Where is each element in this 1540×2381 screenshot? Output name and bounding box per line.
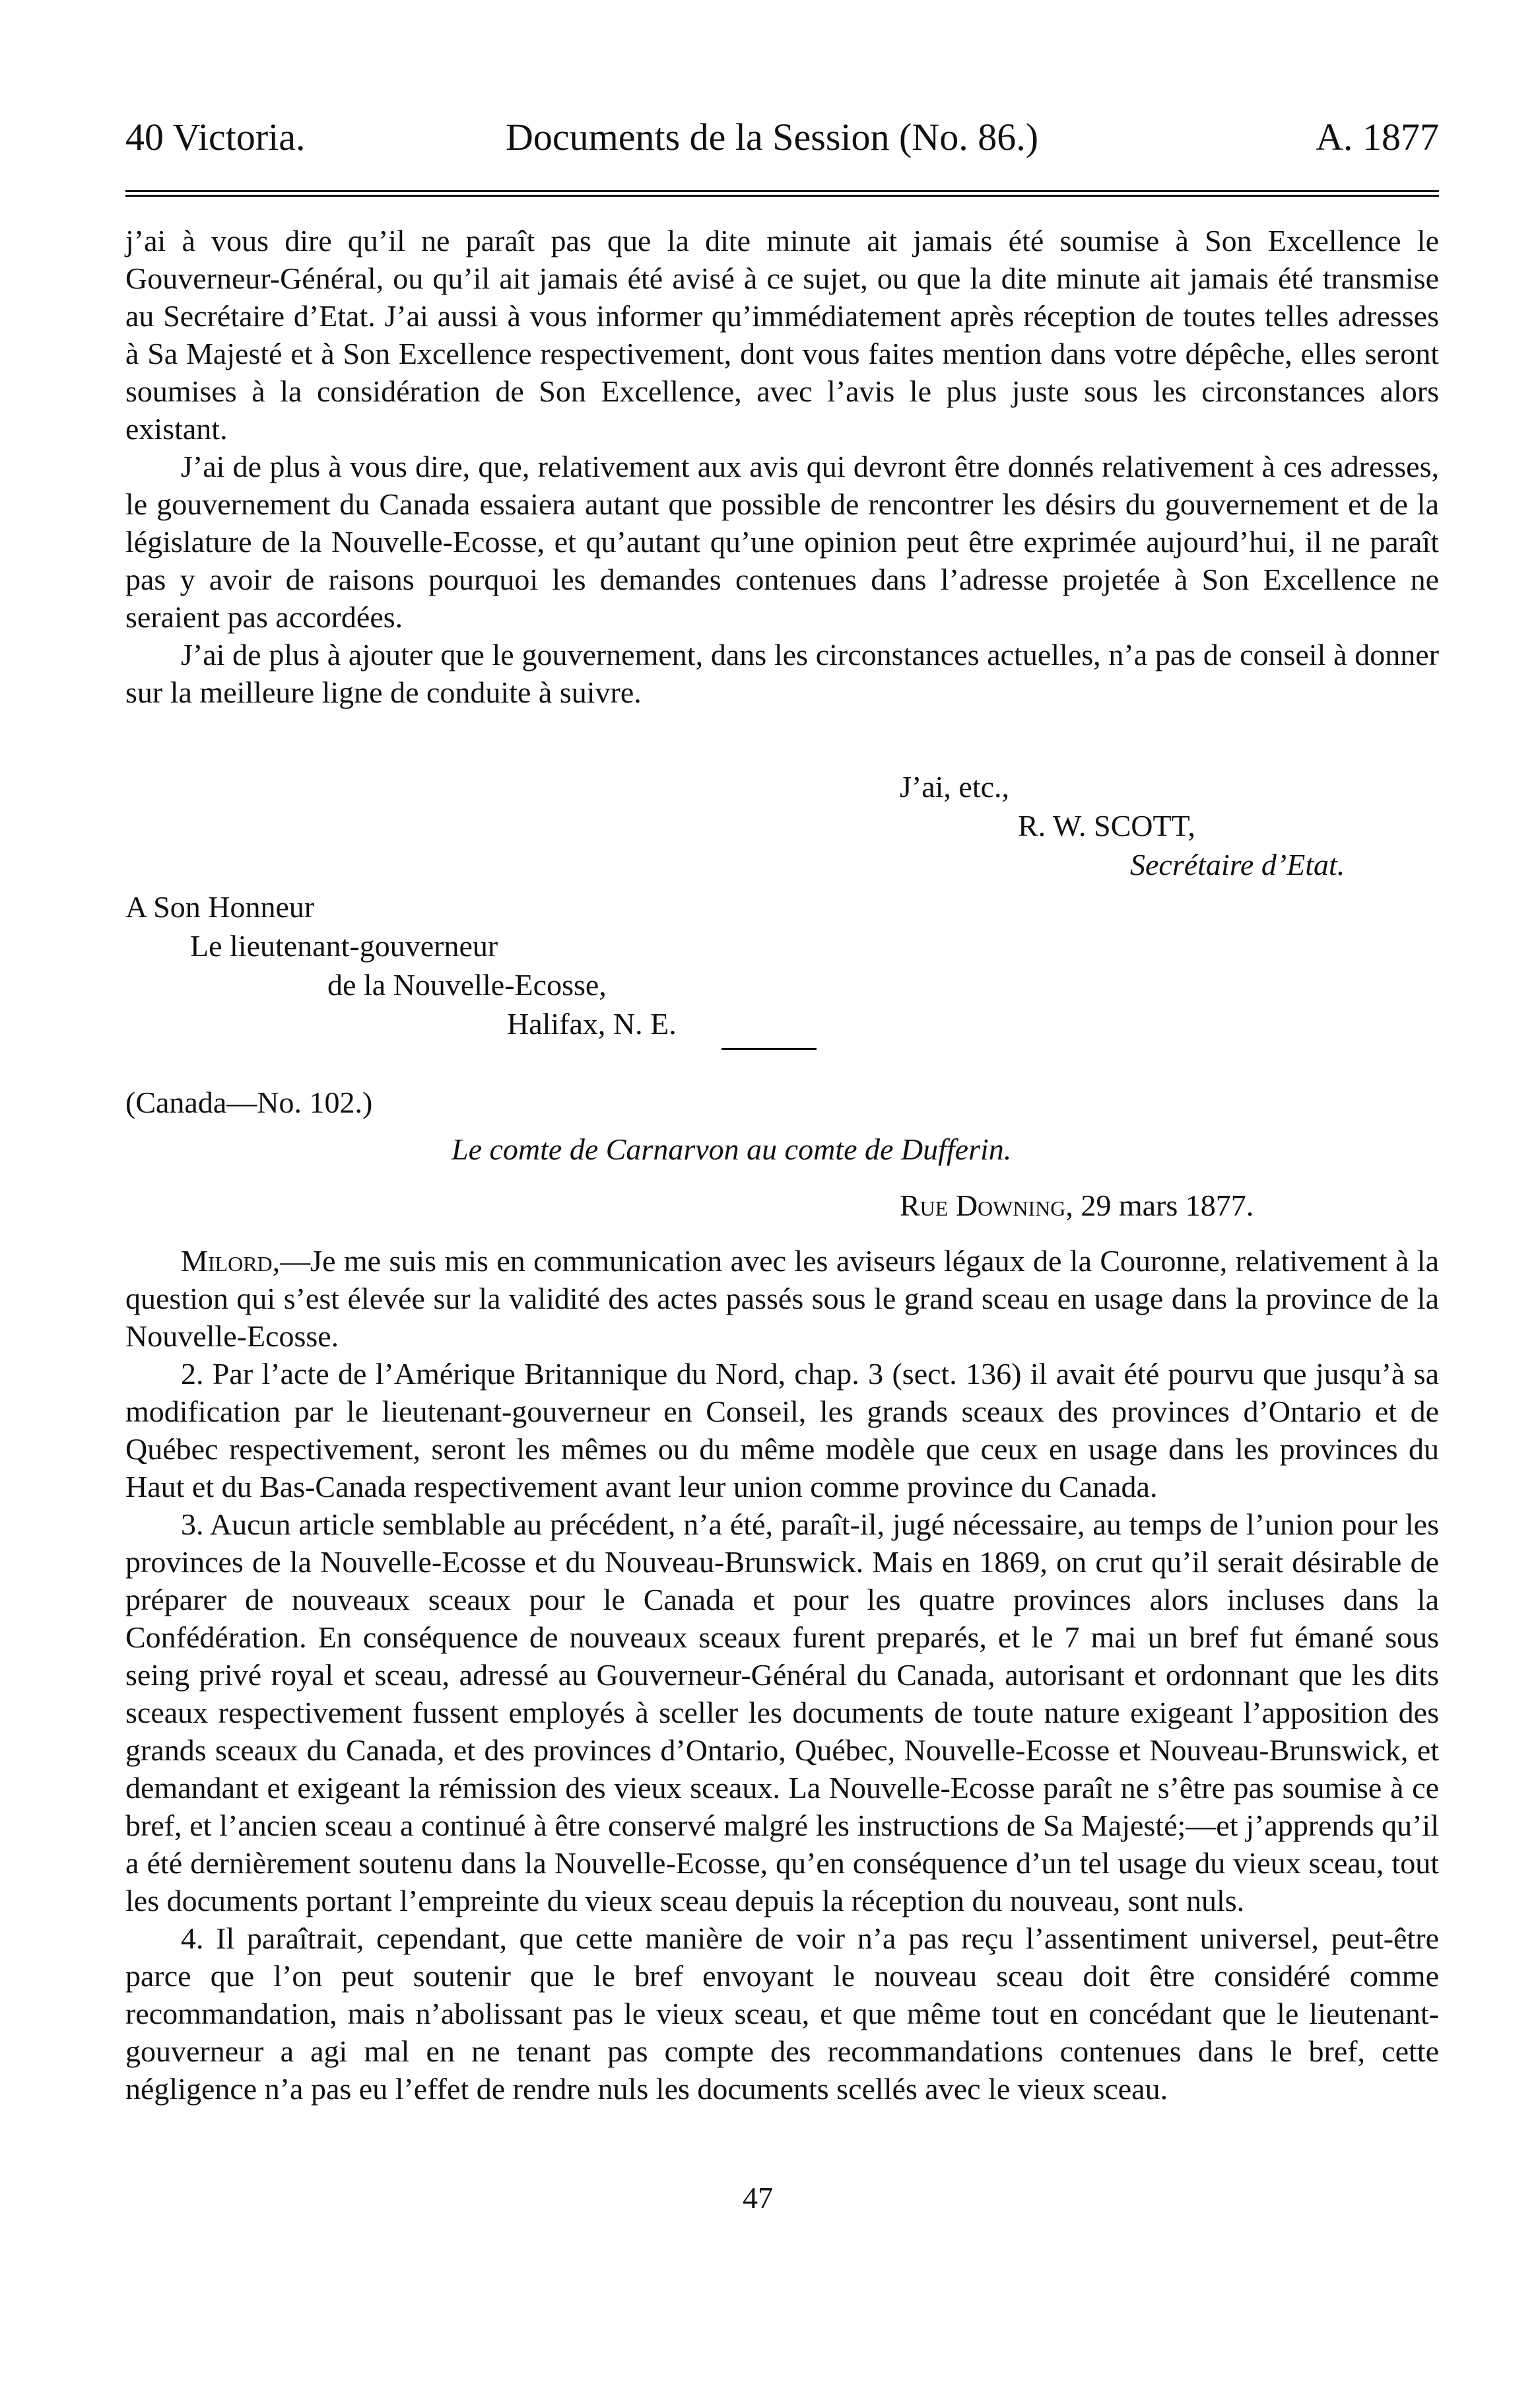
letter2-reference: (Canada—No. 102.)	[125, 1086, 373, 1119]
running-head	[125, 111, 1439, 164]
address-line: de la Nouvelle-Ecosse,	[327, 968, 607, 1002]
header-session: Documents de la Session (No. 86.)	[506, 116, 1039, 158]
letter2-salutation: Milord,	[181, 1244, 281, 1278]
page-number: 47	[743, 2181, 773, 2215]
letter1-body	[125, 222, 1439, 711]
letter1-paragraph: j’ai à vous dire qu’il ne paraît pas que la dite minute ait jamais été soumise à Son Excellence le Gouverneur-Général, ou qu’il ait jamais été avisé à ce sujet, ou que la dite minute ait jamais été transmise au Secrétaire d’Etat. J’ai aussi à vous informer qu’immédiatement après réception de toutes telles adresses à Sa Majesté et à Son Excellence respectivement, dont vous faites mention dans votre dépêche, elles seront soumises à la considération de Son Excellence, avec l’avis le plus juste sous les circonstances alors existant.	[125, 224, 1439, 446]
letter2-body	[125, 1242, 1439, 2108]
letter2-paragraph-text: —Je me suis mis en communication avec les aviseurs légaux de la Couronne, relativement à la question qui s’est élevée sur la validité des actes passés sous le grand sceau en usage dans la province de la Nouvelle-Ecosse.	[125, 1244, 1439, 1353]
letter1-paragraph: J’ai de plus à vous dire, que, relativement aux avis qui devront être donnés relativement à ces adresses, le gouvernement du Canada essaiera autant que possible de rencontrer les désirs du gouvernement et de la législature de la Nouvelle-Ecosse, et qu’autant qu’une opinion peut être exprimée aujourd’hui, il ne paraît pas y avoir de raisons pourquoi les demandes contenues dans l’adresse projetée à Son Excellence ne seraient pas accordées.	[125, 450, 1439, 634]
address-line: Le lieutenant-gouverneur	[190, 929, 498, 963]
letter2-title: Le comte de Carnarvon au comte de Dufferin.	[452, 1132, 1012, 1166]
letter1-paragraph: J’ai de plus à ajouter que le gouvernement, dans les circonstances actuelles, n’a pas de conseil à donner sur la meilleure ligne de conduite à suivre.	[125, 638, 1439, 709]
letter2-date: 29 mars 1877.	[1081, 1189, 1254, 1222]
header-year: A. 1877	[1316, 116, 1439, 158]
letter1-closing: J’ai, etc.,	[900, 770, 1010, 804]
letter1-signer-title: Secrétaire d’Etat.	[1130, 848, 1345, 881]
letter2-paragraph: 3. Aucun article semblable au précédent, n’a été, paraît-il, jugé nécessaire, au temps de l’union pour les provinces de la Nouvelle-Ecosse et du Nouveau-Brunswick. Mais en 1869, on crut qu’il serait désirable de préparer de nouveaux sceaux pour le Canada et pour les quatre provinces alors incluses dans la Confédération. En conséquence de nouveaux sceaux furent preparés, et le 7 mai un bref fut émané sous seing privé royal et sceau, adressé au Gouverneur-Général du Canada, autorisant et ordonnant que les dits sceaux respectivement fussent employés à sceller les documents de toute nature exigeant l’apposition des grands sceaux du Canada, et des provinces d’Ontario, Québec, Nouvelle-Ecosse et Nouveau-Brunswick, et demandant et exigeant la rémission des vieux sceaux. La Nouvelle-Ecosse paraît ne s’être pas soumise à ce bref, et l’ancien sceau a continué à être conservé malgré les instructions de Sa Majesté;—et j’apprends qu’il a été dernièrement soutenu dans la Nouvelle-Ecosse, qu’en conséquence d’un tel usage du vieux sceau, tout les documents portant l’empreinte du vieux sceau depuis la réception du nouveau, sont nuls.	[125, 1507, 1439, 1917]
letter2-paragraph	[125, 1242, 1439, 1355]
section-divider	[721, 1048, 817, 1050]
header-double-rule	[125, 190, 1439, 197]
address-line: Halifax, N. E.	[507, 1007, 677, 1041]
header-volume: 40 Victoria.	[125, 116, 306, 158]
letter2-paragraph: 2. Par l’acte de l’Amérique Britannique du Nord, chap. 3 (sect. 136) il avait été pourvu que jusqu’à sa modification par le lieutenant-gouverneur en Conseil, les grands sceaux des provinces d’Ontario et de Québec respectivement, seront les mêmes ou du même modèle que ceux en usage dans les provinces du Haut et du Bas-Canada respectivement avant leur union comme province du Canada.	[125, 1357, 1439, 1503]
letter2-dateline	[900, 1187, 1254, 1224]
address-line: A Son Honneur	[125, 890, 315, 924]
letter1-signer: R. W. SCOTT,	[1018, 809, 1195, 843]
letter2-place: Rue Downing,	[900, 1189, 1073, 1222]
letter2-paragraph: 4. Il paraîtrait, cependant, que cette manière de voir n’a pas reçu l’assentiment universel, peut-être parce que l’on peut soutenir que le bref envoyant le nouveau sceau doit être considéré comme recommandation, mais n’abolissant pas le vieux sceau, et que même tout en concédant que le lieutenant-gouverneur a agi mal en ne tenant pas compte des recommandations contenues dans le bref, cette négligence n’a pas eu l’effet de rendre nuls les documents scellés avec le vieux sceau.	[125, 1921, 1439, 2106]
